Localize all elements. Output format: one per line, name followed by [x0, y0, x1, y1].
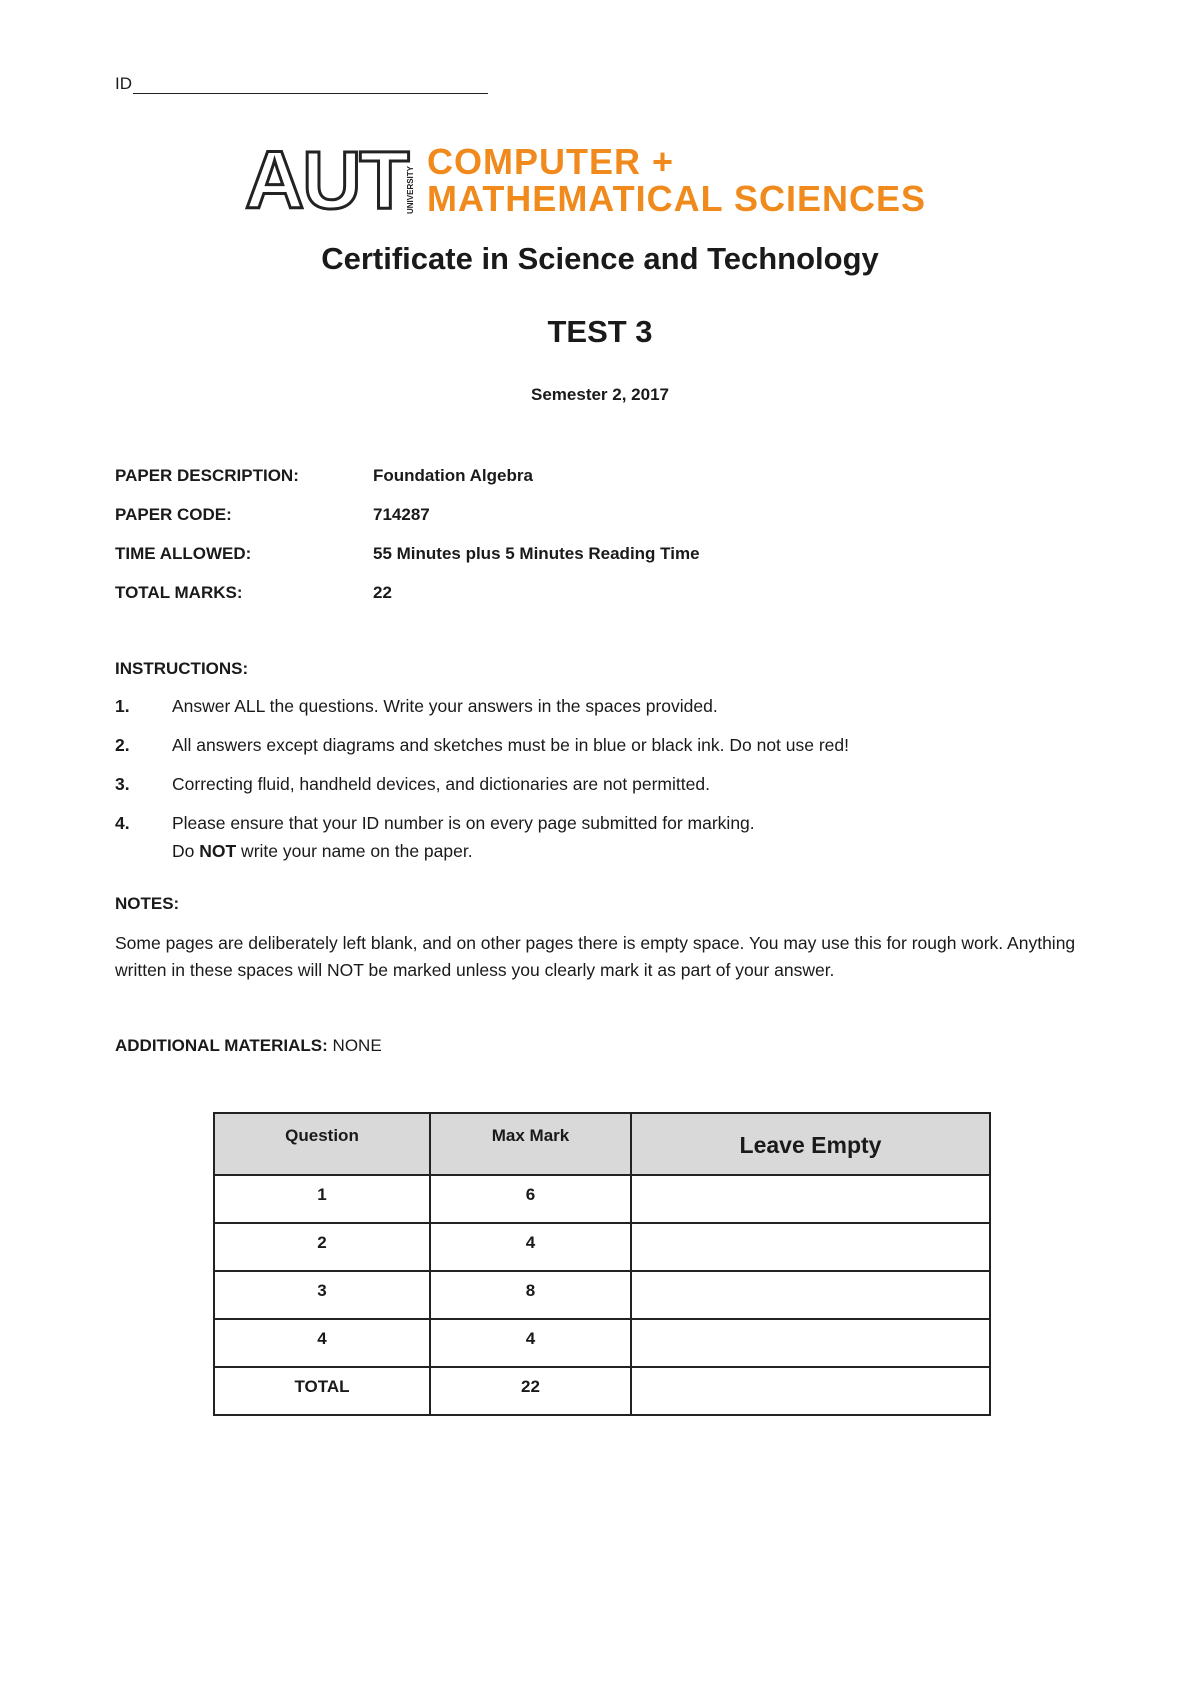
table-row: [214, 1175, 990, 1223]
question-cell: 1: [214, 1175, 430, 1223]
notes-body: Some pages are deliberately left blank, and on other pages there is empty space. You may use this for rough work. Anything written in these spaces will NOT be marked unless you clearly mark it as part of your answer.: [115, 933, 1076, 980]
additional-materials-value: NONE: [332, 1036, 382, 1055]
svg-text:MATHEMATICAL SCIENCES: MATHEMATICAL SCIENCES: [427, 178, 927, 218]
instruction-item: [115, 731, 1072, 759]
id-label: ID: [115, 74, 132, 93]
svg-text:COMPUTER +: COMPUTER +: [427, 141, 675, 182]
leave-empty-cell[interactable]: [631, 1271, 990, 1319]
leave-empty-cell[interactable]: [631, 1319, 990, 1367]
marks-table: [213, 1112, 991, 1416]
column-header-question: Question: [214, 1113, 430, 1175]
question-cell: 2: [214, 1223, 430, 1271]
certificate-title: Certificate in Science and Technology: [321, 241, 879, 276]
meta-label: PAPER DESCRIPTION:: [115, 466, 299, 485]
instructions-heading: INSTRUCTIONS:: [115, 659, 249, 678]
additional-materials-label: ADDITIONAL MATERIALS:: [115, 1036, 328, 1055]
instruction-number: 1.: [115, 696, 130, 716]
instruction-item: [115, 692, 1072, 720]
instruction-item: [115, 809, 1072, 865]
instruction-number: 3.: [115, 774, 130, 794]
instruction-item: [115, 770, 1072, 798]
svg-text:AUT: AUT: [245, 138, 408, 218]
meta-value: 55 Minutes plus 5 Minutes Reading Time: [373, 544, 700, 563]
semester-line: Semester 2, 2017: [531, 385, 669, 404]
column-header-max-mark: Max Mark: [430, 1113, 631, 1175]
max-mark-cell: 4: [430, 1223, 631, 1271]
paper-description-row: [115, 466, 533, 486]
notes-heading: NOTES:: [115, 894, 180, 913]
leave-empty-cell[interactable]: [631, 1223, 990, 1271]
instruction-line-2-pre: Do: [172, 841, 200, 861]
question-cell: 3: [214, 1271, 430, 1319]
leave-empty-cell[interactable]: [631, 1175, 990, 1223]
meta-label: PAPER CODE:: [115, 505, 232, 524]
instruction-line-1: Please ensure that your ID number is on every page submitted for marking.: [172, 813, 755, 833]
table-row: [214, 1319, 990, 1367]
meta-value: 22: [373, 583, 392, 602]
instruction-text: Correcting fluid, handheld devices, and dictionaries are not permitted.: [172, 774, 710, 794]
instruction-line-2-emphasis: NOT: [199, 841, 237, 861]
max-mark-cell: 8: [430, 1271, 631, 1319]
test-title: TEST 3: [547, 314, 653, 349]
time-allowed-row: [115, 544, 700, 564]
table-header-row: [214, 1113, 990, 1175]
instruction-text: Answer ALL the questions. Write your answers in the spaces provided.: [172, 696, 718, 716]
instruction-number: 2.: [115, 735, 130, 755]
instruction-number: 4.: [115, 813, 130, 833]
leave-empty-cell[interactable]: [631, 1367, 990, 1415]
meta-value: Foundation Algebra: [373, 466, 533, 485]
table-row: [214, 1223, 990, 1271]
paper-code-row: [115, 505, 430, 525]
max-mark-cell: 4: [430, 1319, 631, 1367]
instruction-text: All answers except diagrams and sketches must be in blue or black ink. Do not use red!: [172, 735, 850, 755]
meta-value: 714287: [373, 505, 430, 524]
table-row: [214, 1271, 990, 1319]
max-mark-cell: 22: [430, 1367, 631, 1415]
column-header-leave-empty: Leave Empty: [631, 1113, 990, 1175]
question-cell: TOTAL: [214, 1367, 430, 1415]
meta-label: TOTAL MARKS:: [115, 583, 243, 602]
question-cell: 4: [214, 1319, 430, 1367]
id-blank-line: [133, 75, 488, 94]
table-row-total: [214, 1367, 990, 1415]
aut-logo: [243, 138, 973, 218]
id-field: [115, 74, 488, 94]
additional-materials: [115, 1036, 382, 1056]
svg-text:UNIVERSITY: UNIVERSITY: [406, 165, 415, 214]
meta-label: TIME ALLOWED:: [115, 544, 252, 563]
total-marks-row: [115, 583, 392, 603]
max-mark-cell: 6: [430, 1175, 631, 1223]
instruction-line-2-post: write your name on the paper.: [236, 841, 473, 861]
instruction-text: [172, 809, 1072, 865]
